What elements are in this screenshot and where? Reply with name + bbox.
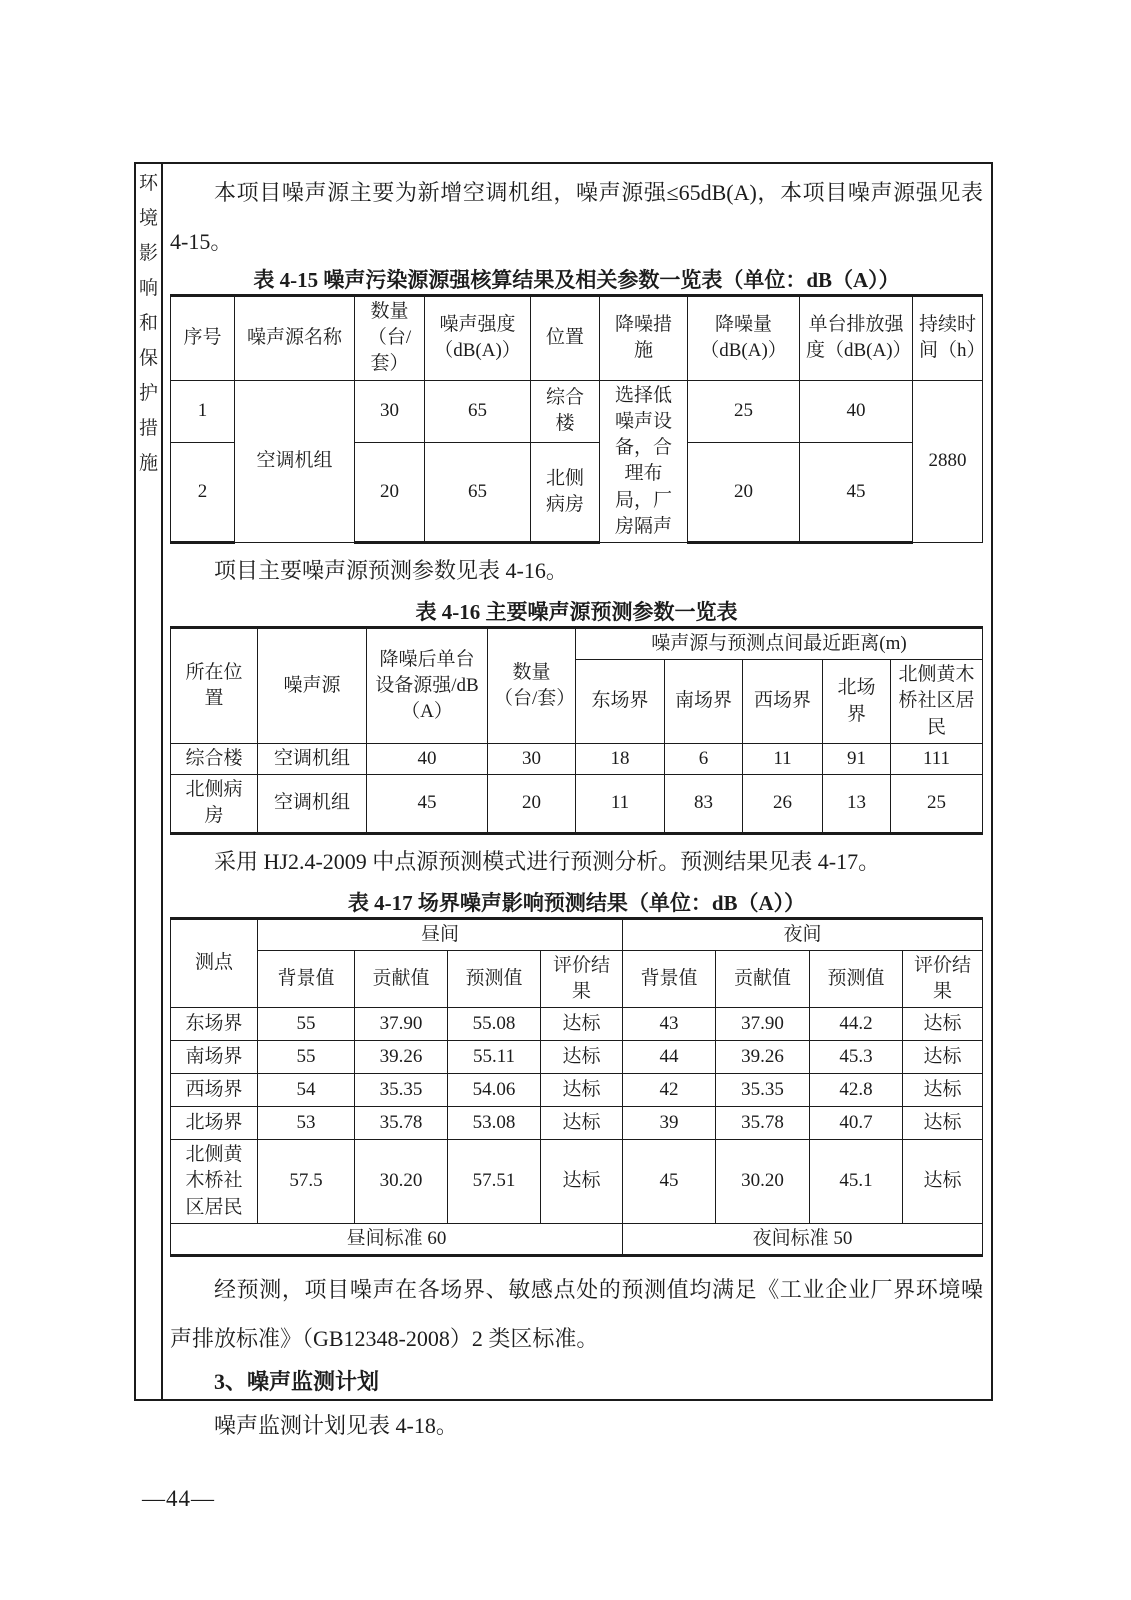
cell-day-result: 达标 [541, 1074, 623, 1107]
page-number: —44— [142, 1486, 215, 1511]
cell-location: 北侧病房 [171, 775, 258, 833]
cell-day-pred: 53.08 [448, 1107, 541, 1140]
table-4-15-title: 表 4-15 噪声污染源源强核算结果及相关参数一览表（单位：dB（A）） [253, 268, 900, 292]
cell-day-result: 达标 [541, 1107, 623, 1140]
monitoring-plan-heading: 3、噪声监测计划 [214, 1369, 380, 1395]
header-cell: 南场界 [665, 660, 743, 744]
header-cell: 东场界 [576, 660, 665, 744]
header-cell: 预测值 [810, 950, 903, 1007]
header-cell: 背景值 [258, 950, 355, 1007]
cell-qty: 20 [355, 443, 425, 543]
cell-emission: 45 [800, 443, 913, 543]
cell-night-result: 达标 [903, 1008, 983, 1041]
sidebar-char: 保 [138, 348, 158, 369]
table-4-16-title: 表 4-16 主要噪声源预测参数一览表 [415, 599, 738, 624]
table-4-16-prediction-params [170, 626, 983, 835]
cell-night-pred: 42.8 [810, 1074, 903, 1107]
intro-paragraph: 本项目噪声源主要为新增空调机组，噪声源强≤65dB(A)，本项目噪声源强见表 4-15。 [170, 180, 984, 254]
cell-night-pred: 45.1 [810, 1140, 903, 1224]
cell-qty: 20 [488, 775, 576, 833]
cell-emission: 40 [800, 380, 913, 442]
cell-day-result: 达标 [541, 1140, 623, 1224]
cell-day-contrib: 35.78 [355, 1107, 448, 1140]
cell-day-contrib: 39.26 [355, 1041, 448, 1074]
table-subheader-row [171, 950, 983, 1007]
cell-night-standard: 夜间标准 50 [623, 1223, 983, 1255]
cell-night-result: 达标 [903, 1074, 983, 1107]
cell-distance: 25 [891, 775, 983, 833]
cell-day-pred: 57.51 [448, 1140, 541, 1224]
monitoring-plan-paragraph: 噪声监测计划见表 4-18。 [214, 1413, 458, 1439]
sidebar-vertical-label [136, 164, 163, 1399]
cell-source: 空调机组 [258, 775, 367, 833]
sidebar-char: 措 [138, 418, 158, 439]
cell-distance: 91 [823, 743, 891, 774]
cell-night-contrib: 37.90 [716, 1008, 810, 1041]
cell-night-result: 达标 [903, 1041, 983, 1074]
header-cell: 噪声强度（dB(A)） [425, 296, 531, 381]
cell-day-bg: 55 [258, 1041, 355, 1074]
cell-distance: 83 [665, 775, 743, 833]
sidebar-char: 响 [138, 278, 158, 299]
header-cell: 单台排放强度（dB(A)） [800, 296, 913, 381]
cell-point: 西场界 [171, 1074, 258, 1107]
header-cell: 所在位置 [171, 627, 258, 743]
header-cell: 持续时间（h） [913, 296, 983, 381]
header-cell: 贡献值 [716, 950, 810, 1007]
table-row [171, 775, 983, 833]
cell-strength: 65 [425, 380, 531, 442]
header-cell: 背景值 [623, 950, 716, 1007]
header-cell: 噪声源 [258, 627, 367, 743]
cell-day-contrib: 37.90 [355, 1008, 448, 1041]
table-header-row [171, 918, 983, 950]
header-group-night: 夜间 [623, 918, 983, 950]
cell-distance: 26 [743, 775, 823, 833]
cell-distance: 11 [576, 775, 665, 833]
cell-point: 东场界 [171, 1008, 258, 1041]
sidebar-char: 环 [138, 173, 158, 194]
header-cell: 数量（台/套） [488, 627, 576, 743]
cell-day-contrib: 30.20 [355, 1140, 448, 1224]
cell-night-bg: 44 [623, 1041, 716, 1074]
cell-duration: 2880 [913, 380, 983, 542]
header-cell: 评价结果 [903, 950, 983, 1007]
cell-day-result: 达标 [541, 1008, 623, 1041]
cell-strength: 45 [367, 775, 488, 833]
cell-night-contrib: 35.35 [716, 1074, 810, 1107]
cell-night-contrib: 39.26 [716, 1041, 810, 1074]
header-cell: 序号 [171, 296, 235, 381]
cell-day-contrib: 35.35 [355, 1074, 448, 1107]
sidebar-char: 影 [138, 243, 158, 264]
cell-location: 北侧病房 [531, 443, 600, 543]
header-cell: 评价结果 [541, 950, 623, 1007]
t16-lead-paragraph: 项目主要噪声源预测参数见表 4-16。 [214, 557, 568, 583]
cell-qty: 30 [355, 380, 425, 442]
table-row [171, 1008, 983, 1041]
t17-lead-paragraph: 采用 HJ2.4-2009 中点源预测模式进行预测分析。预测结果见表 4-17。 [214, 848, 881, 874]
cell-night-pred: 40.7 [810, 1107, 903, 1140]
table-row [171, 1074, 983, 1107]
table-row [171, 1107, 983, 1140]
table-header-row [171, 296, 983, 381]
cell-night-result: 达标 [903, 1140, 983, 1224]
cell-strength: 40 [367, 743, 488, 774]
cell-day-bg: 54 [258, 1074, 355, 1107]
header-cell: 降噪措施 [600, 296, 688, 381]
sidebar-char: 护 [138, 383, 158, 404]
header-cell: 位置 [531, 296, 600, 381]
header-cell: 预测值 [448, 950, 541, 1007]
header-cell: 数量（台/套） [355, 296, 425, 381]
header-cell: 北场界 [823, 660, 891, 744]
cell-location: 综合楼 [531, 380, 600, 442]
cell-source-name: 空调机组 [235, 380, 355, 542]
cell-day-result: 达标 [541, 1041, 623, 1074]
sidebar-char: 施 [138, 453, 158, 474]
cell-day-standard: 昼间标准 60 [171, 1223, 623, 1255]
header-cell-point: 测点 [171, 918, 258, 1008]
cell-no: 1 [171, 380, 235, 442]
cell-point: 南场界 [171, 1041, 258, 1074]
cell-night-pred: 45.3 [810, 1041, 903, 1074]
document-cell-frame [134, 162, 993, 1439]
cell-distance: 13 [823, 775, 891, 833]
header-group-distance: 噪声源与预测点间最近距离(m) [576, 627, 983, 659]
cell-distance: 111 [891, 743, 983, 774]
table-row [171, 380, 983, 442]
cell-distance: 11 [743, 743, 823, 774]
cell-reduction: 25 [688, 380, 800, 442]
cell-day-pred: 54.06 [448, 1074, 541, 1107]
header-cell: 降噪后单台设备源强/dB（A） [367, 627, 488, 743]
header-cell: 北侧黄木桥社区居民 [891, 660, 983, 744]
cell-point: 北场界 [171, 1107, 258, 1140]
cell-location: 综合楼 [171, 743, 258, 774]
table-4-17-title: 表 4-17 场界噪声影响预测结果（单位：dB（A）） [347, 890, 806, 915]
table-row [171, 743, 983, 774]
cell-distance: 18 [576, 743, 665, 774]
cell-distance: 6 [665, 743, 743, 774]
table-row [171, 1140, 983, 1224]
table-row [171, 1041, 983, 1074]
cell-day-pred: 55.11 [448, 1041, 541, 1074]
cell-night-bg: 42 [623, 1074, 716, 1107]
cell-day-bg: 57.5 [258, 1140, 355, 1224]
table-4-15-noise-source [170, 294, 986, 544]
cell-point: 北侧黄木桥社区居民 [171, 1140, 258, 1224]
cell-night-pred: 44.2 [810, 1008, 903, 1041]
conclusion-paragraph: 经预测，项目噪声在各场界、敏感点处的预测值均满足《工业企业厂界环境噪声排放标准》（GB12348-2008）2 类区标准。 [170, 1277, 984, 1352]
header-cell: 降噪量（dB(A)） [688, 296, 800, 381]
cell-strength: 65 [425, 443, 531, 543]
header-cell: 噪声源名称 [235, 296, 355, 381]
cell-source: 空调机组 [258, 743, 367, 774]
sidebar-char: 和 [138, 313, 158, 334]
table-4-17-prediction-results [170, 917, 983, 1258]
cell-night-contrib: 35.78 [716, 1107, 810, 1140]
sidebar-char: 境 [138, 208, 158, 229]
table-header-row [171, 627, 983, 659]
cell-reduction: 20 [688, 443, 800, 543]
cell-day-bg: 55 [258, 1008, 355, 1041]
cell-day-bg: 53 [258, 1107, 355, 1140]
cell-night-bg: 43 [623, 1008, 716, 1041]
cell-no: 2 [171, 443, 235, 543]
cell-measure: 选择低噪声设备，合理布局，厂房隔声 [600, 380, 688, 542]
cell-night-bg: 45 [623, 1140, 716, 1224]
cell-qty: 30 [488, 743, 576, 774]
table-footer-row [171, 1223, 983, 1255]
cell-night-result: 达标 [903, 1107, 983, 1140]
header-cell: 贡献值 [355, 950, 448, 1007]
cell-day-pred: 55.08 [448, 1008, 541, 1041]
cell-night-bg: 39 [623, 1107, 716, 1140]
header-group-day: 昼间 [258, 918, 623, 950]
header-cell: 西场界 [743, 660, 823, 744]
cell-night-contrib: 30.20 [716, 1140, 810, 1224]
document-body [163, 164, 997, 1439]
